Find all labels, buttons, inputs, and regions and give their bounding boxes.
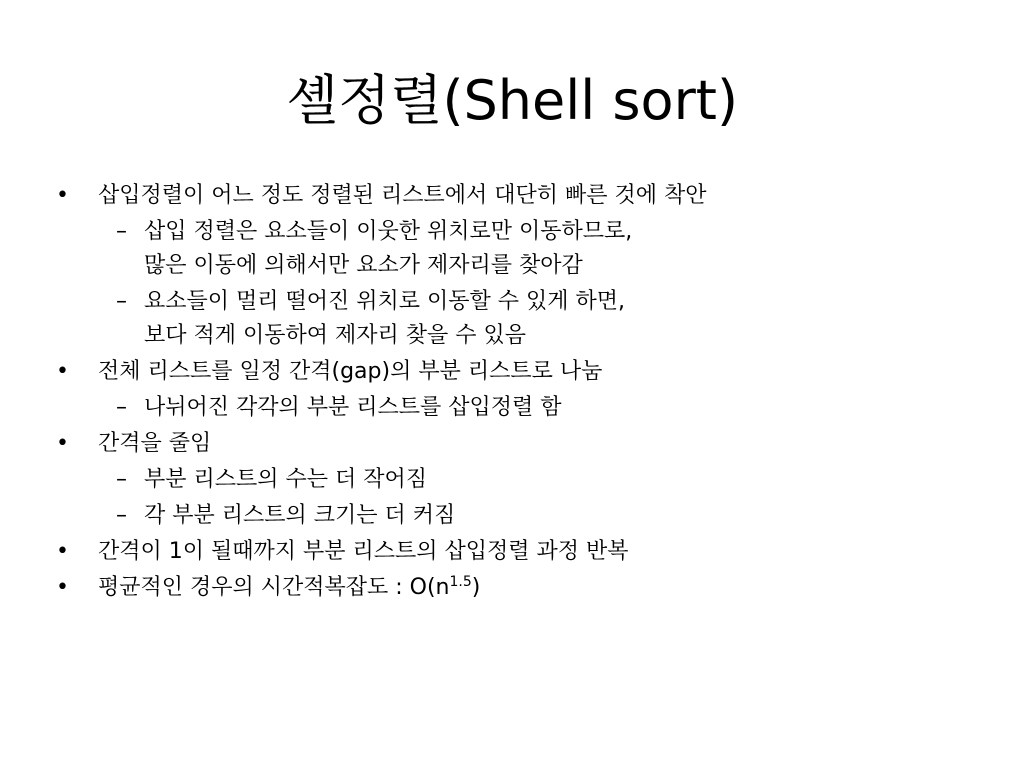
bullet-marker: • xyxy=(56,539,69,564)
complexity-text: 평균적인 경우의 시간적복잡도 : O(n xyxy=(98,575,450,600)
bullet-list xyxy=(56,178,996,606)
bullet-item xyxy=(56,354,996,390)
bullet-item xyxy=(56,534,996,570)
bullet-marker: • xyxy=(56,183,69,208)
slide-title: 셸정렬(Shell sort) xyxy=(285,69,739,132)
sub-bullet-item xyxy=(56,498,996,534)
sub-bullet-text-continued: 많은 이동에 의해서만 요소가 제자리를 찾아감 xyxy=(144,253,583,278)
bullet-text: 간격을 줄임 xyxy=(98,431,212,456)
sub-bullet-text: 부분 리스트의 수는 더 작어짐 xyxy=(144,467,427,492)
sub-bullet-text: 나뉘어진 각각의 부분 리스트를 삽입정렬 함 xyxy=(144,395,562,420)
sub-bullet-item xyxy=(56,462,996,498)
dash-marker: – xyxy=(116,219,127,244)
bullet-text: 전체 리스트를 일정 간격(gap)의 부분 리스트로 나눔 xyxy=(98,359,603,384)
sub-bullet-item xyxy=(56,390,996,426)
bullet-marker: • xyxy=(56,359,69,384)
sub-bullet-item xyxy=(56,214,996,284)
complexity-line xyxy=(56,570,996,606)
bullet-item xyxy=(56,570,996,606)
dash-marker: – xyxy=(116,289,127,314)
bullet-item xyxy=(56,178,996,214)
bullet-text: 간격이 1이 될때까지 부분 리스트의 삽입정렬 과정 반복 xyxy=(98,539,629,564)
dash-marker: – xyxy=(116,503,127,528)
complexity-exponent: 1.5 xyxy=(449,574,472,590)
bullet-marker: • xyxy=(56,431,69,456)
sub-bullet-text: 삽입 정렬은 요소들이 이웃한 위치로만 이동하므로, xyxy=(144,219,633,244)
dash-marker: – xyxy=(116,467,127,492)
sub-bullet-item xyxy=(56,284,996,354)
sub-bullet-text: 요소들이 멀리 떨어진 위치로 이동할 수 있게 하면, xyxy=(144,289,625,314)
sub-bullet-text: 각 부분 리스트의 크기는 더 커짐 xyxy=(144,503,456,528)
sub-bullet-text-continued: 보다 적게 이동하여 제자리 찾을 수 있음 xyxy=(144,323,526,348)
bullet-text: 삽입정렬이 어느 정도 정렬된 리스트에서 대단히 빠른 것에 착안 xyxy=(98,183,707,208)
dash-marker: – xyxy=(116,395,127,420)
complexity-suffix: ) xyxy=(471,575,481,600)
bullet-item xyxy=(56,426,996,462)
bullet-marker: • xyxy=(56,575,69,600)
